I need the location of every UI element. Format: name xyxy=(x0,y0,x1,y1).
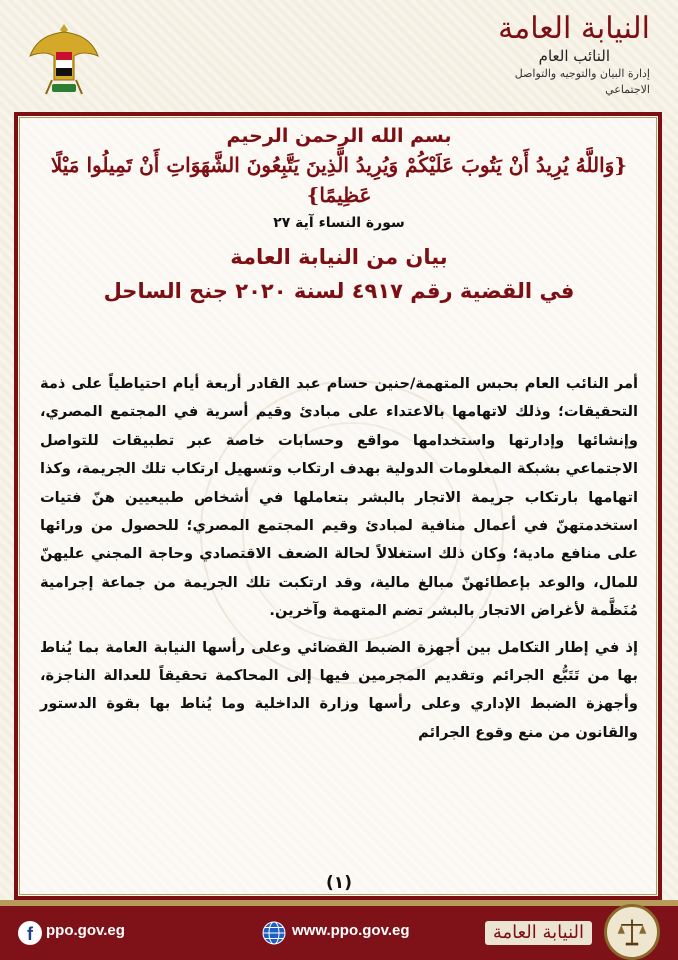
verse-reference: سورة النساء آية ٢٧ xyxy=(273,215,405,231)
basmala: بسم الله الرحمن الرحيم xyxy=(226,125,452,147)
body-paragraph-1: أمر النائب العام بحبس المتهمة/حنين حسام عبد القادر أربعة أيام احتياطياً على ذمة التحقيقات؛ وذلك لاتهامها بالاعتداء على مبادئ وقيم أسرية في المجتمع المصري، وإنشائها وإدارتها واستخدامها مواقع وحسابات خاصة عبر تطبيقات للتواصل الاجتماعي بشبكة المعلومات الدولية بهدف ارتكاب وتسهيل ارتكاب تلك الجريمة، وكذا اتهامها بارتكاب جريمة الاتجار بالبشر بتعاملها في أشخاص طبيعيين هنّ فتيات استخدمتهنّ في أعمال منافية لمبادئ وقيم المجتمع المصري؛ للحصول من ورائها على منافع مادية؛ وكان ذلك استغلالاً لحالة الضعف الاقتصادي وحاجة المجني عليهنّ للمال، والوعد بإعطائهنّ مبالغ مالية، وقد ارتكبت تلك الجريمة من جماعة إجرامية مُنَظَّمة لأغراض الاتجار بالبشر تضم المتهمة وآخرين. xyxy=(40,375,638,620)
org-subtitle: النائب العام xyxy=(538,47,610,65)
body-paragraph-2: إذ في إطار التكامل بين أجهزة الضبط القضائي وعلى رأسها النيابة العامة بما يُناط بها من تَتَبُّع الجرائم وتقديم المجرمين فيها إلى المحاكمة تحقيقاً للعدالة الناجزة، وأجهزة الضبط الإداري وعلى رأسها وزارة الداخلية وما يُناط بها بقوة الدستور والقانون من منع وقوع الجرائم xyxy=(40,638,638,741)
statement-title: بيان من النيابة العامة xyxy=(230,245,448,269)
case-title: في القضية رقم ٤٩١٧ لسنة ٢٠٢٠ جنح الساحل xyxy=(103,279,575,303)
org-header xyxy=(480,12,650,112)
facebook-icon[interactable]: f xyxy=(18,921,42,945)
egypt-eagle-emblem-icon xyxy=(28,18,100,102)
statement-header xyxy=(40,122,638,308)
org-title: النيابة العامة xyxy=(498,11,650,46)
facebook-link[interactable]: ppo.gov.eg xyxy=(46,922,125,939)
quran-verse: {وَاللَّهُ يُرِيدُ أَنْ يَتُوبَ عَلَيْكُمْ وَيُرِيدُ الَّذِينَ يَتَّبِعُونَ الشَّهَوَاتِ أَنْ تَمِيلُوا مَيْلًا عَظِيمًا} xyxy=(50,153,628,207)
page-number: (١) xyxy=(326,873,352,893)
footer-org-label: النيابة العامة xyxy=(485,921,592,945)
globe-icon[interactable] xyxy=(262,921,286,945)
website-link[interactable]: www.ppo.gov.eg xyxy=(292,922,410,939)
scales-of-justice-seal-icon xyxy=(604,904,660,960)
statement-body xyxy=(40,370,638,755)
org-department: إدارة البيان والتوجيه والتواصل الاجتماعي xyxy=(514,67,650,96)
